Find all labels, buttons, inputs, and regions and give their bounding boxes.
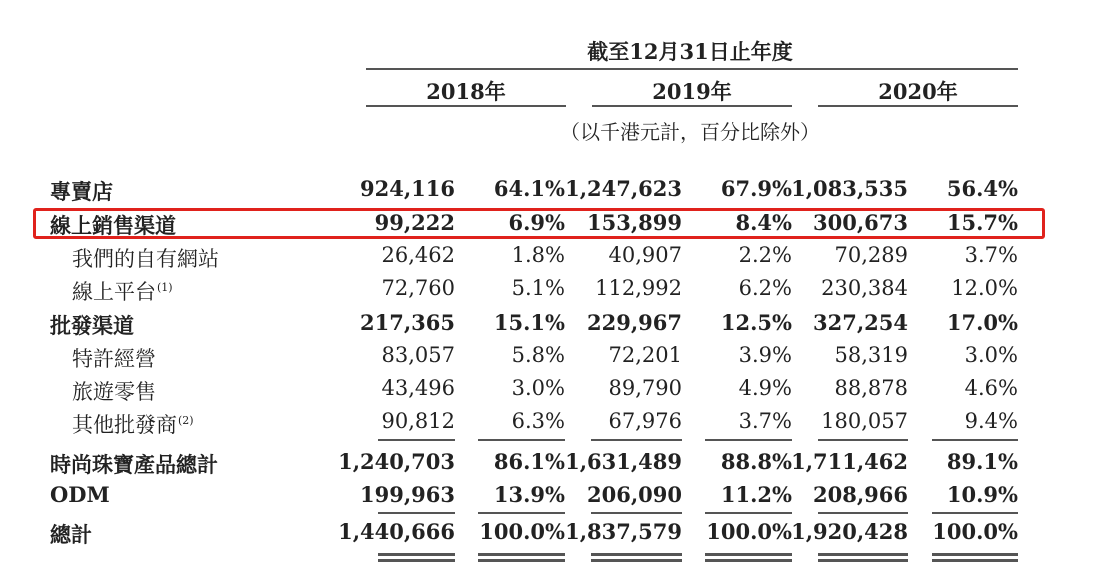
cell-2020-amount: 327,254 [813, 310, 908, 335]
cell-2018-amount: 72,760 [381, 276, 455, 300]
cell-2018-amount: 99,222 [374, 210, 455, 235]
cell-2020-pct: 10.9% [946, 482, 1018, 507]
row-label [50, 376, 156, 406]
row-label-text: 線上平台 [72, 280, 156, 304]
cell-2020-pct: 12.0% [951, 276, 1018, 300]
cell-2019-amount: 72,201 [608, 343, 682, 367]
column-rule [705, 559, 792, 562]
column-rule [932, 553, 1018, 556]
cell-2020-pct: 17.0% [946, 310, 1018, 335]
cell-2018-pct: 3.0% [511, 376, 565, 400]
cell-2019-amount: 229,967 [587, 310, 682, 335]
cell-2019-pct: 4.9% [738, 376, 792, 400]
year-2020-underline [818, 105, 1018, 107]
year-2019-header: 2019年 [652, 79, 732, 104]
cell-2020-pct: 9.4% [964, 409, 1018, 433]
row-label-text: 批發渠道 [50, 313, 134, 338]
column-rule [378, 559, 455, 562]
cell-2019-amount: 112,992 [595, 276, 682, 300]
column-rule [705, 512, 792, 514]
cell-2019-amount: 89,790 [608, 376, 682, 400]
cell-2018-pct: 86.1% [493, 449, 565, 474]
cell-2020-amount: 230,384 [821, 276, 908, 300]
column-rule [705, 553, 792, 556]
cell-2019-amount: 153,899 [587, 210, 682, 235]
cell-2019-amount: 206,090 [587, 482, 682, 507]
cell-2019-pct: 100.0% [706, 519, 792, 544]
cell-2018-pct: 6.9% [508, 210, 565, 235]
cell-2020-amount: 58,319 [834, 343, 908, 367]
row-label [50, 176, 113, 206]
column-rule [591, 439, 682, 441]
cell-2020-pct: 3.0% [964, 343, 1018, 367]
row-label [50, 519, 92, 549]
column-rule [818, 553, 908, 556]
cell-2019-amount: 40,907 [608, 243, 682, 267]
column-rule [818, 512, 908, 514]
row-label [50, 449, 218, 479]
footnote-marker: (1) [157, 281, 173, 294]
year-2018-header: 2018年 [426, 79, 506, 104]
cell-2018-amount: 90,812 [381, 409, 455, 433]
cell-2018-pct: 100.0% [479, 519, 565, 544]
cell-2019-amount: 67,976 [608, 409, 682, 433]
cell-2019-pct: 88.8% [720, 449, 792, 474]
cell-2020-amount: 300,673 [813, 210, 908, 235]
cell-2019-pct: 3.7% [738, 409, 792, 433]
row-label-text: 線上銷售渠道 [50, 213, 176, 238]
column-rule [478, 559, 565, 562]
unit-note: （以千港元計，百分比除外） [560, 120, 820, 144]
cell-2018-pct: 6.3% [511, 409, 565, 433]
row-label-text: 時尚珠寶產品總計 [50, 452, 218, 477]
year-2019-underline [592, 105, 792, 107]
row-label [50, 310, 134, 340]
column-rule [478, 439, 565, 441]
cell-2020-amount: 1,711,462 [791, 449, 908, 474]
row-label [50, 243, 219, 273]
row-label [50, 482, 110, 507]
highlight-box-online-sales [33, 208, 1045, 239]
row-label-text: 旅遊零售 [72, 380, 156, 404]
cell-2020-pct: 100.0% [932, 519, 1018, 544]
cell-2020-pct: 3.7% [964, 243, 1018, 267]
cell-2018-amount: 1,440,666 [338, 519, 455, 544]
cell-2018-amount: 43,496 [381, 376, 455, 400]
column-rule [932, 512, 1018, 514]
column-rule [932, 559, 1018, 562]
column-rule [378, 512, 455, 514]
column-rule [818, 439, 908, 441]
cell-2018-amount: 217,365 [360, 310, 455, 335]
cell-2020-pct: 89.1% [946, 449, 1018, 474]
cell-2018-pct: 64.1% [493, 176, 565, 201]
year-2018-underline [366, 105, 566, 107]
cell-2019-amount: 1,837,579 [565, 519, 682, 544]
cell-2018-pct: 5.1% [511, 276, 565, 300]
cell-2020-pct: 4.6% [964, 376, 1018, 400]
row-label-text: 我們的自有網站 [72, 247, 219, 271]
column-rule [478, 553, 565, 556]
cell-2018-pct: 5.8% [511, 343, 565, 367]
row-label [50, 409, 194, 439]
cell-2019-amount: 1,247,623 [565, 176, 682, 201]
column-rule [591, 512, 682, 514]
row-label [50, 276, 173, 306]
row-label-text: 總計 [50, 522, 92, 547]
cell-2020-amount: 208,966 [813, 482, 908, 507]
column-rule [378, 553, 455, 556]
column-rule [478, 512, 565, 514]
cell-2018-amount: 924,116 [360, 176, 455, 201]
cell-2020-pct: 56.4% [946, 176, 1018, 201]
row-label-text: 其他批發商 [72, 413, 177, 437]
cell-2018-pct: 15.1% [493, 310, 565, 335]
cell-2020-amount: 88,878 [834, 376, 908, 400]
column-rule [705, 439, 792, 441]
cell-2018-amount: 83,057 [381, 343, 455, 367]
column-rule [818, 559, 908, 562]
period-title: 截至12月31日止年度 [587, 39, 793, 64]
row-label-text: ODM [50, 482, 110, 507]
cell-2019-pct: 67.9% [720, 176, 792, 201]
cell-2019-pct: 3.9% [738, 343, 792, 367]
cell-2018-pct: 13.9% [493, 482, 565, 507]
row-label-text: 專賣店 [50, 179, 113, 204]
row-label [50, 343, 156, 373]
cell-2018-amount: 199,963 [360, 482, 455, 507]
column-rule [591, 553, 682, 556]
year-2020-header: 2020年 [878, 79, 958, 104]
cell-2020-amount: 1,083,535 [791, 176, 908, 201]
cell-2019-pct: 8.4% [735, 210, 792, 235]
footnote-marker: (2) [178, 414, 194, 427]
period-underline [366, 68, 1018, 70]
column-rule [591, 559, 682, 562]
cell-2020-amount: 70,289 [834, 243, 908, 267]
cell-2018-pct: 1.8% [511, 243, 565, 267]
cell-2020-amount: 1,920,428 [791, 519, 908, 544]
cell-2020-pct: 15.7% [946, 210, 1018, 235]
cell-2018-amount: 1,240,703 [338, 449, 455, 474]
cell-2020-amount: 180,057 [821, 409, 908, 433]
cell-2019-pct: 12.5% [720, 310, 792, 335]
cell-2018-amount: 26,462 [381, 243, 455, 267]
cell-2019-pct: 6.2% [738, 276, 792, 300]
cell-2019-pct: 11.2% [720, 482, 792, 507]
column-rule [932, 439, 1018, 441]
cell-2019-amount: 1,631,489 [565, 449, 682, 474]
cell-2019-pct: 2.2% [738, 243, 792, 267]
column-rule [378, 439, 455, 441]
row-label-text: 特許經營 [72, 347, 156, 371]
